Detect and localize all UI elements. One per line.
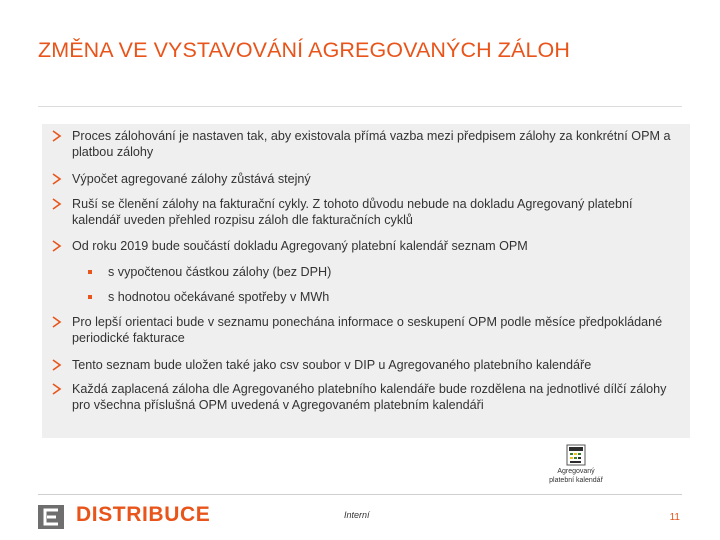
arrow-bullet-icon: [52, 316, 62, 328]
bullet-text: Od roku 2019 bude součástí dokladu Agregovaný platební kalendář seznam OPM: [72, 239, 528, 253]
content-box: [42, 124, 690, 438]
bullet-item: [52, 314, 682, 346]
page-number: 11: [669, 512, 680, 523]
bullet-item: [52, 171, 682, 187]
cez-logo-icon: [38, 505, 64, 529]
title-divider: [38, 106, 682, 107]
arrow-bullet-icon: [52, 359, 62, 371]
attachment-caption-line2: platební kalendář: [549, 477, 603, 484]
bullet-text: Proces zálohování je nastaven tak, aby existovala přímá vazba mezi předpisem zálohy za konkrétní OPM a platbou zálohy: [72, 129, 671, 159]
bullet-text: Každá zaplacená záloha dle Agregovaného platebního kalendáře bude rozdělena na jednotlivé dílčí zálohy pro všechna příslušná OPM uvedená v Agregovaném platebním kalendáři: [72, 382, 667, 412]
sub-bullet-item: [88, 289, 678, 305]
bullet-text: Pro lepší orientaci bude v seznamu ponechána informace o seskupení OPM podle měsíce předpokládané periodické fakturace: [72, 315, 663, 345]
arrow-bullet-icon: [52, 198, 62, 210]
sub-bullet-item: [88, 264, 678, 280]
bullet-text: Tento seznam bude uložen také jako csv soubor v DIP u Agregovaného platebního kalendáře: [72, 358, 592, 372]
arrow-bullet-icon: [52, 383, 62, 395]
slide-title: ZMĚNA VE VYSTAVOVÁNÍ AGREGOVANÝCH ZÁLOH: [38, 38, 570, 62]
footer-divider: [38, 494, 682, 495]
arrow-bullet-icon: [52, 173, 62, 185]
attachment-caption-line1: Agregovaný: [557, 468, 595, 475]
bullet-text: Výpočet agregované zálohy zůstává stejný: [72, 172, 311, 186]
attachment-caption: [536, 467, 616, 485]
document-icon[interactable]: [566, 444, 586, 466]
bullet-text: Ruší se členění zálohy na fakturační cykly. Z tohoto důvodu nebude na dokladu Agregovaný platební kalendář uveden přehled rozpisu záloh dle fakturačních cyklů: [72, 197, 633, 227]
bullet-item: [52, 128, 682, 160]
bullet-item: [52, 196, 682, 228]
classification-label: Interní: [344, 510, 370, 520]
logo-text: DISTRIBUCE: [76, 503, 211, 526]
arrow-bullet-icon: [52, 240, 62, 252]
bullet-item: [52, 238, 682, 254]
bullet-item: [52, 381, 682, 413]
square-bullet-icon: [88, 295, 92, 299]
bullet-item: [52, 357, 682, 373]
sub-bullet-text: s vypočtenou částkou zálohy (bez DPH): [108, 265, 332, 279]
square-bullet-icon: [88, 270, 92, 274]
sub-bullet-text: s hodnotou očekávané spotřeby v MWh: [108, 290, 330, 304]
arrow-bullet-icon: [52, 130, 62, 142]
